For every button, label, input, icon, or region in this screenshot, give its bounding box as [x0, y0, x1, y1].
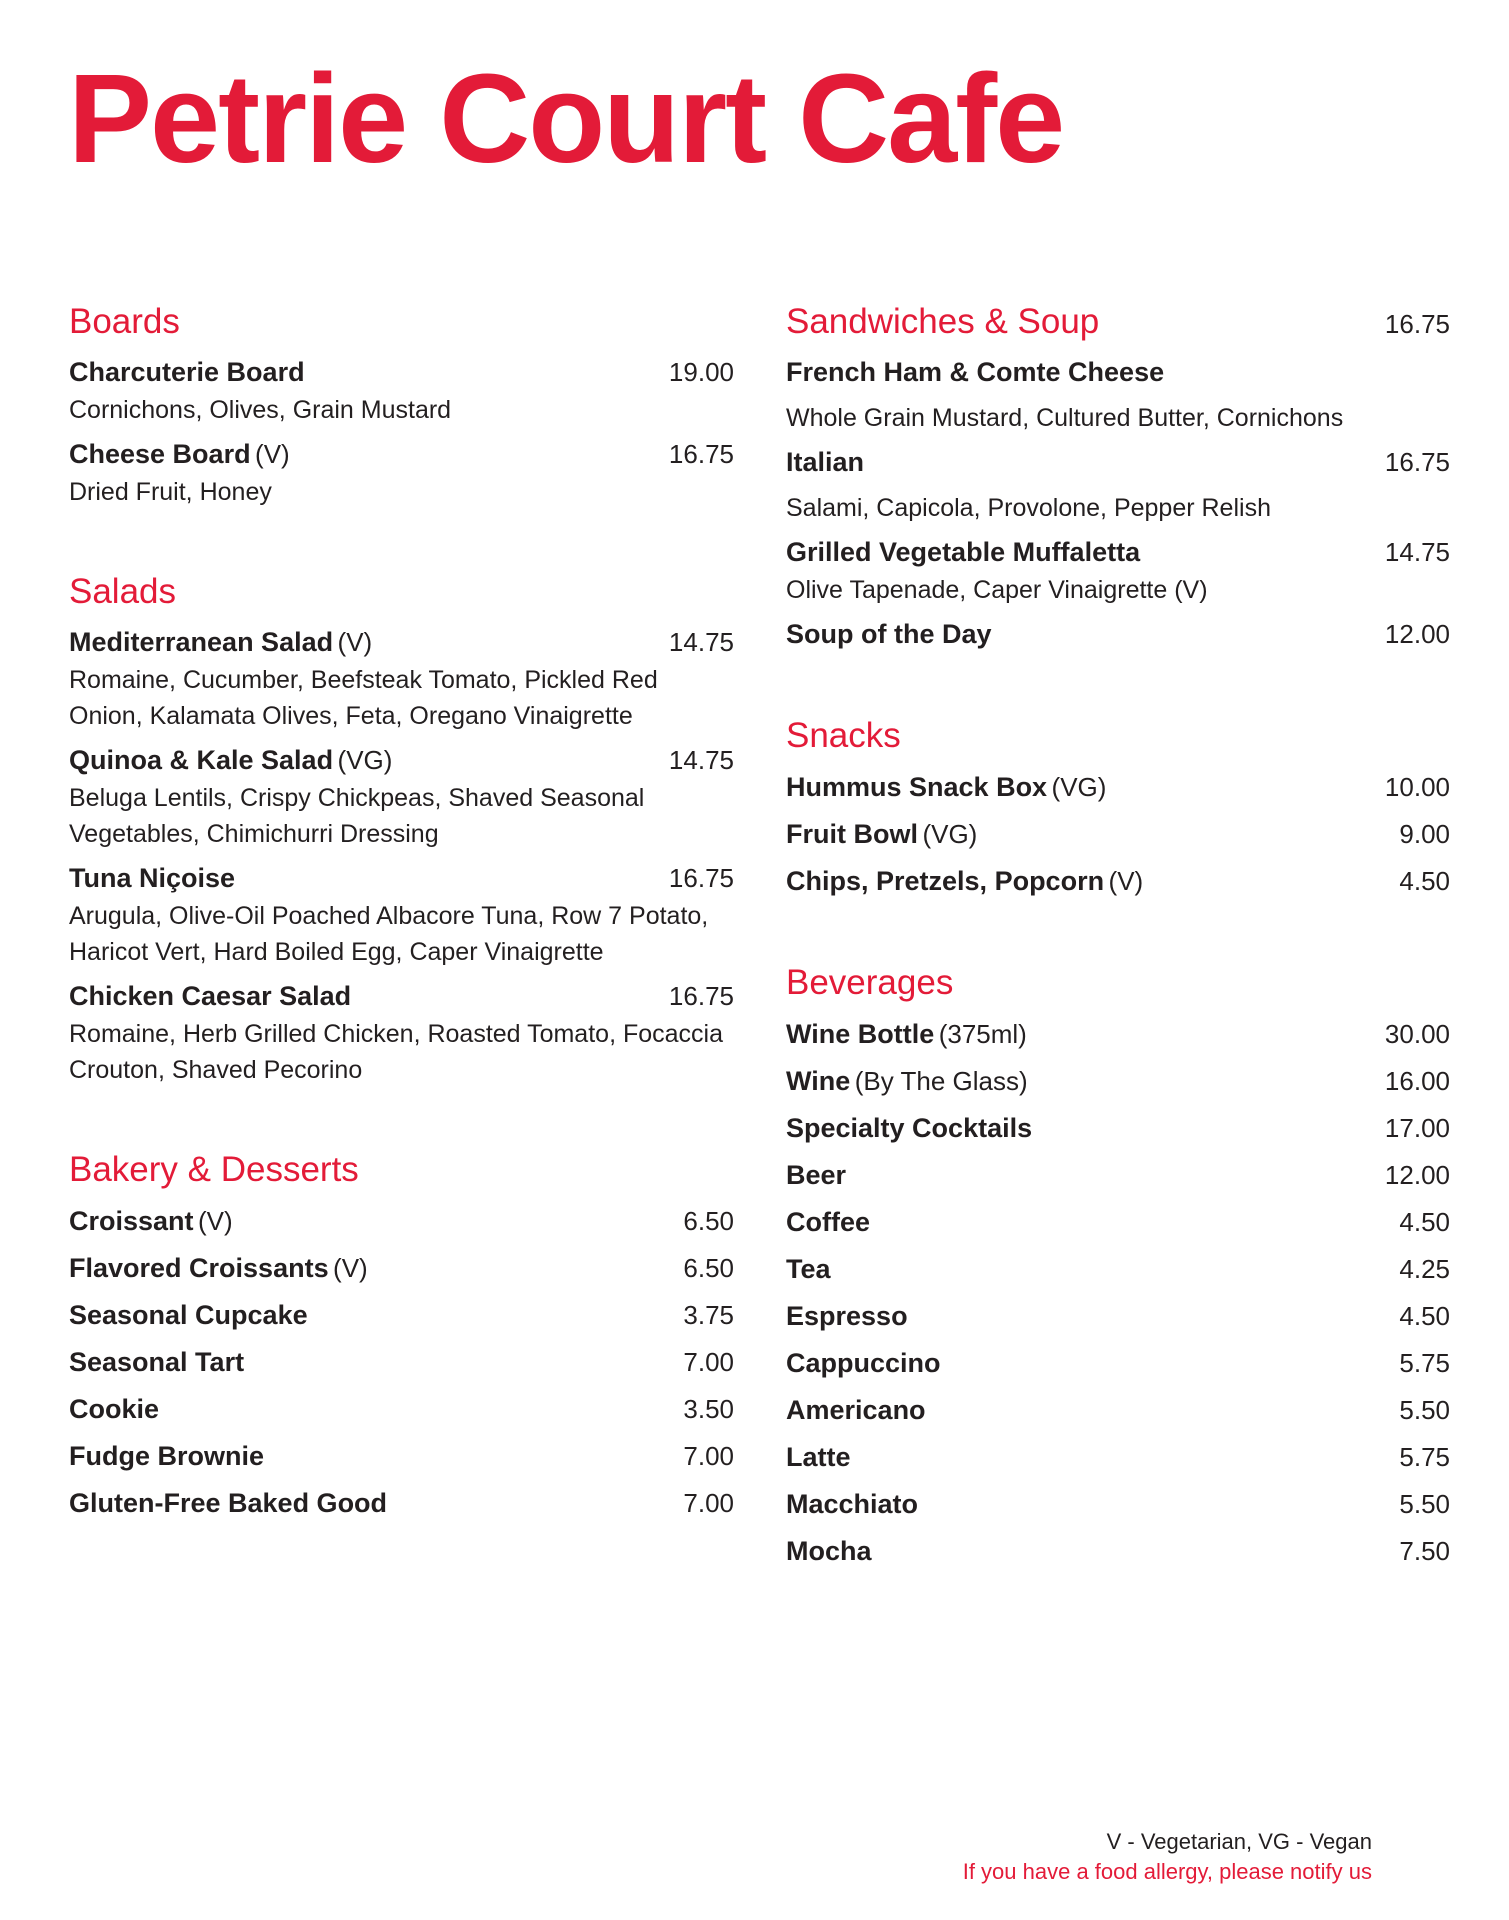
menu-item-name: Macchiato — [786, 1489, 919, 1519]
menu-item-row — [786, 814, 1450, 854]
menu-item-title — [69, 622, 372, 662]
menu-item-name: Cappuccino — [786, 1348, 941, 1378]
menu-item — [69, 352, 734, 428]
menu-item-row — [786, 1484, 1450, 1524]
menu-item-description: Salami, Capicola, Provolone, Pepper Relish — [786, 494, 1271, 522]
menu-item-name: Latte — [786, 1442, 851, 1472]
menu-item-title — [786, 1249, 831, 1289]
menu-item-row — [69, 1483, 734, 1523]
menu-item-price: 16.75 — [668, 439, 734, 469]
menu-item-price: 5.50 — [1399, 1395, 1450, 1425]
menu-item — [69, 1295, 734, 1335]
menu-item — [69, 434, 734, 510]
menu-item — [786, 767, 1450, 807]
menu-item-name: Soup of the Day — [786, 619, 992, 649]
menu-section — [786, 298, 1450, 654]
menu-item-row — [69, 740, 734, 780]
menu-item-row — [786, 1014, 1450, 1054]
menu-section — [69, 298, 734, 510]
menu-item-description: Cornichons, Olives, Grain Mustard — [69, 396, 452, 424]
menu-item — [786, 1437, 1450, 1477]
menu-item — [69, 1248, 734, 1288]
menu-item-title — [786, 1531, 872, 1571]
menu-item-row — [786, 861, 1450, 901]
menu-item — [786, 442, 1450, 526]
menu-item-row — [786, 1155, 1450, 1195]
menu-item-description: Dried Fruit, Honey — [69, 478, 272, 506]
menu-item-title — [786, 1296, 908, 1336]
menu-item-description: Romaine, Herb Grilled Chicken, Roasted Tomato, Focaccia Crouton, Shaved Pecorino — [69, 1020, 723, 1084]
section-title: Snacks — [786, 716, 901, 755]
dietary-tag: (V) — [255, 439, 290, 469]
menu-item-name: Fruit Bowl — [786, 819, 918, 849]
menu-item — [786, 352, 1450, 436]
menu-item-price: 4.50 — [1399, 1207, 1450, 1237]
menu-item-price: 12.00 — [1384, 619, 1450, 649]
menu-item-name: Coffee — [786, 1207, 871, 1237]
section-header — [69, 1146, 734, 1194]
allergy-note: If you have a food allergy, please notify us — [962, 1859, 1372, 1884]
menu-item — [786, 1531, 1450, 1571]
menu-item-title — [786, 532, 1140, 572]
menu-item-row — [786, 532, 1450, 572]
menu-section — [69, 568, 734, 1088]
menu-item-name: Seasonal Tart — [69, 1347, 245, 1377]
menu-item-price: 14.75 — [668, 627, 734, 657]
menu-item-row — [786, 1202, 1450, 1242]
section-title: Beverages — [786, 963, 954, 1002]
section-title: Bakery & Desserts — [69, 1150, 359, 1189]
menu-item-row — [786, 1296, 1450, 1336]
menu-item-price: 7.00 — [683, 1488, 734, 1518]
menu-item-row — [786, 614, 1450, 654]
menu-item-row — [786, 767, 1450, 807]
menu-item-name: Hummus Snack Box — [786, 772, 1048, 802]
menu-item-name: Seasonal Cupcake — [69, 1300, 308, 1330]
menu-item — [786, 1155, 1450, 1195]
menu-item-price: 14.75 — [1384, 537, 1450, 567]
menu-item-title — [69, 1436, 264, 1476]
menu-item-row — [69, 1295, 734, 1335]
menu-item-description: Romaine, Cucumber, Beefsteak Tomato, Pickled Red Onion, Kalamata Olives, Feta, Oregano Vinaigrette — [69, 666, 658, 730]
menu-item-name: Chicken Caesar Salad — [69, 981, 352, 1011]
menu-item-price: 3.50 — [683, 1394, 734, 1424]
menu-item-price: 3.75 — [683, 1300, 734, 1330]
menu-item-title — [786, 1108, 1032, 1148]
menu-item-title — [786, 814, 977, 854]
menu-item-title — [69, 1483, 387, 1523]
menu-item — [69, 740, 734, 852]
menu-item-title — [786, 442, 864, 482]
menu-item-row — [69, 1248, 734, 1288]
menu-section — [786, 712, 1450, 901]
menu-item-description: Whole Grain Mustard, Cultured Butter, Cornichons — [786, 404, 1344, 432]
menu-item-title — [786, 861, 1143, 901]
menu-item — [786, 861, 1450, 901]
section-title: Boards — [69, 302, 180, 341]
menu-item-row — [69, 858, 734, 898]
menu-item — [786, 814, 1450, 854]
menu-item — [786, 1014, 1450, 1054]
menu-item-price: 6.50 — [683, 1206, 734, 1236]
menu-item-row — [69, 434, 734, 474]
section-header — [69, 568, 734, 616]
menu-item-description: Olive Tapenade, Caper Vinaigrette (V) — [786, 576, 1208, 604]
menu-item-title — [786, 352, 1164, 392]
menu-item — [69, 1201, 734, 1241]
menu-item-name: Tea — [786, 1254, 831, 1284]
menu-item — [69, 1342, 734, 1382]
menu-item-row — [786, 1061, 1450, 1101]
menu-item-name: Flavored Croissants — [69, 1253, 329, 1283]
menu-item-title — [786, 767, 1106, 807]
section-header — [786, 712, 1450, 760]
menu-item — [786, 1108, 1450, 1148]
menu-item-name: Mocha — [786, 1536, 872, 1566]
menu-item-row — [69, 1201, 734, 1241]
menu-column-left — [69, 298, 734, 1581]
menu-item-name: Mediterranean Salad — [69, 627, 334, 657]
menu-item — [786, 1484, 1450, 1524]
menu-item-title — [69, 434, 290, 474]
menu-item-price: 7.00 — [683, 1441, 734, 1471]
menu-item-price: 10.00 — [1384, 772, 1450, 802]
menu-item-row — [69, 352, 734, 392]
dietary-tag: (VG) — [1051, 772, 1107, 802]
menu-item — [69, 858, 734, 970]
menu-item-price: 16.75 — [1384, 447, 1450, 477]
menu-item-row — [69, 1389, 734, 1429]
menu-section — [69, 1146, 734, 1523]
menu-item — [69, 1483, 734, 1523]
menu-item-title — [69, 858, 235, 898]
menu-item-name: Cookie — [69, 1394, 160, 1424]
menu-item-title — [786, 1014, 1027, 1054]
menu-item-row — [786, 352, 1450, 392]
menu-item — [69, 622, 734, 734]
menu-item-price: 16.75 — [668, 981, 734, 1011]
section-price: 16.75 — [1384, 309, 1450, 339]
section-header — [786, 959, 1450, 1007]
menu-item-price: 9.00 — [1399, 819, 1450, 849]
menu-item-price: 16.00 — [1384, 1066, 1450, 1096]
footer — [963, 1827, 1372, 1887]
menu-item-name: Tuna Niçoise — [69, 863, 236, 893]
menu-item-row — [69, 622, 734, 662]
menu-item-name: Wine Bottle — [786, 1019, 935, 1049]
menu-item — [786, 1202, 1450, 1242]
menu-item-name: Chips, Pretzels, Popcorn — [786, 866, 1105, 896]
menu-item-name: Croissant — [69, 1206, 194, 1236]
menu-item-price: 16.75 — [668, 863, 734, 893]
menu-item-description: Beluga Lentils, Crispy Chickpeas, Shaved Seasonal Vegetables, Chimichurri Dressing — [69, 784, 645, 848]
menu-item-name: Fudge Brownie — [69, 1441, 264, 1471]
menu-item-name: Quinoa & Kale Salad — [69, 745, 334, 775]
menu-item-row — [786, 1390, 1450, 1430]
dietary-tag: (375ml) — [938, 1019, 1027, 1049]
menu-item — [786, 1296, 1450, 1336]
menu-item-row — [786, 1437, 1450, 1477]
menu-item-title — [69, 1342, 244, 1382]
menu-item-price: 7.50 — [1399, 1536, 1450, 1566]
menu-item-row — [786, 1343, 1450, 1383]
menu-item-title — [786, 1202, 870, 1242]
menu-item-title — [786, 1484, 918, 1524]
menu-item-name: Specialty Cocktails — [786, 1113, 1033, 1143]
menu-item-title — [69, 740, 392, 780]
menu-item — [786, 1061, 1450, 1101]
menu-item-description: Arugula, Olive-Oil Poached Albacore Tuna, Row 7 Potato, Haricot Vert, Hard Boiled Egg, Caper Vinaigrette — [69, 902, 709, 966]
menu-item-title — [69, 1389, 159, 1429]
menu-item-title — [786, 1343, 941, 1383]
menu-item — [786, 1249, 1450, 1289]
dietary-tag: (V) — [333, 1253, 368, 1283]
section-title: Salads — [69, 572, 177, 611]
menu-item-price: 4.50 — [1399, 1301, 1450, 1331]
menu-item — [69, 1436, 734, 1476]
menu-item-name: Italian — [786, 447, 865, 477]
menu-item-name: Wine — [786, 1066, 851, 1096]
menu-item-title — [786, 1155, 846, 1195]
menu-item-name: Cheese Board — [69, 439, 251, 469]
menu-item-row — [786, 1531, 1450, 1571]
menu-item-row — [69, 1436, 734, 1476]
menu-item-title — [786, 1390, 926, 1430]
menu-item-price: 5.75 — [1399, 1348, 1450, 1378]
menu-item — [786, 532, 1450, 608]
menu-item — [786, 1390, 1450, 1430]
menu-item-price: 5.75 — [1399, 1442, 1450, 1472]
menu-item-row — [69, 976, 734, 1016]
menu-item-name: Gluten-Free Baked Good — [69, 1488, 388, 1518]
menu-item — [786, 1343, 1450, 1383]
menu-item-name: Grilled Vegetable Muffaletta — [786, 537, 1141, 567]
menu-item-price: 4.50 — [1399, 866, 1450, 896]
menu-item-title — [69, 1201, 233, 1241]
menu-item-name: Beer — [786, 1160, 847, 1190]
menu-item-title — [786, 1437, 851, 1477]
menu-item-title — [786, 614, 992, 654]
menu-item-price: 30.00 — [1384, 1019, 1450, 1049]
menu-section — [786, 959, 1450, 1571]
menu-item-price: 7.00 — [683, 1347, 734, 1377]
menu-column-right — [786, 298, 1450, 1629]
page-title: Petrie Court Cafe — [68, 48, 1064, 189]
menu-item-row — [786, 442, 1450, 482]
menu-item-row — [786, 1249, 1450, 1289]
menu-item-price: 12.00 — [1384, 1160, 1450, 1190]
menu-item — [786, 614, 1450, 654]
dietary-tag: (VG) — [337, 745, 393, 775]
menu-item-price: 17.00 — [1384, 1113, 1450, 1143]
section-title: Sandwiches & Soup — [786, 302, 1100, 341]
menu-item-price: 14.75 — [668, 745, 734, 775]
menu-item-name: French Ham & Comte Cheese — [786, 357, 1165, 387]
dietary-key: V - Vegetarian, VG - Vegan — [1106, 1829, 1372, 1854]
menu-item-price: 4.25 — [1399, 1254, 1450, 1284]
menu-item-title — [69, 352, 305, 392]
menu-item-name: Americano — [786, 1395, 926, 1425]
menu-item-name: Charcuterie Board — [69, 357, 305, 387]
menu-item — [69, 1389, 734, 1429]
dietary-tag: (V) — [1108, 866, 1144, 896]
section-header — [786, 298, 1450, 346]
dietary-tag: (By The Glass) — [854, 1066, 1028, 1096]
menu-item-title — [69, 1248, 368, 1288]
dietary-tag: (VG) — [922, 819, 978, 849]
menu-item-title — [786, 1061, 1028, 1101]
menu-item-title — [69, 1295, 308, 1335]
menu-item-title — [69, 976, 351, 1016]
menu-item-price: 19.00 — [668, 357, 734, 387]
menu-item — [69, 976, 734, 1088]
menu-item-price: 5.50 — [1399, 1489, 1450, 1519]
dietary-tag: (V) — [337, 627, 373, 657]
menu-item-price: 6.50 — [683, 1253, 734, 1283]
dietary-tag: (V) — [198, 1206, 233, 1236]
menu-item-row — [786, 1108, 1450, 1148]
menu-item-row — [69, 1342, 734, 1382]
section-header — [69, 298, 734, 346]
menu-item-name: Espresso — [786, 1301, 908, 1331]
